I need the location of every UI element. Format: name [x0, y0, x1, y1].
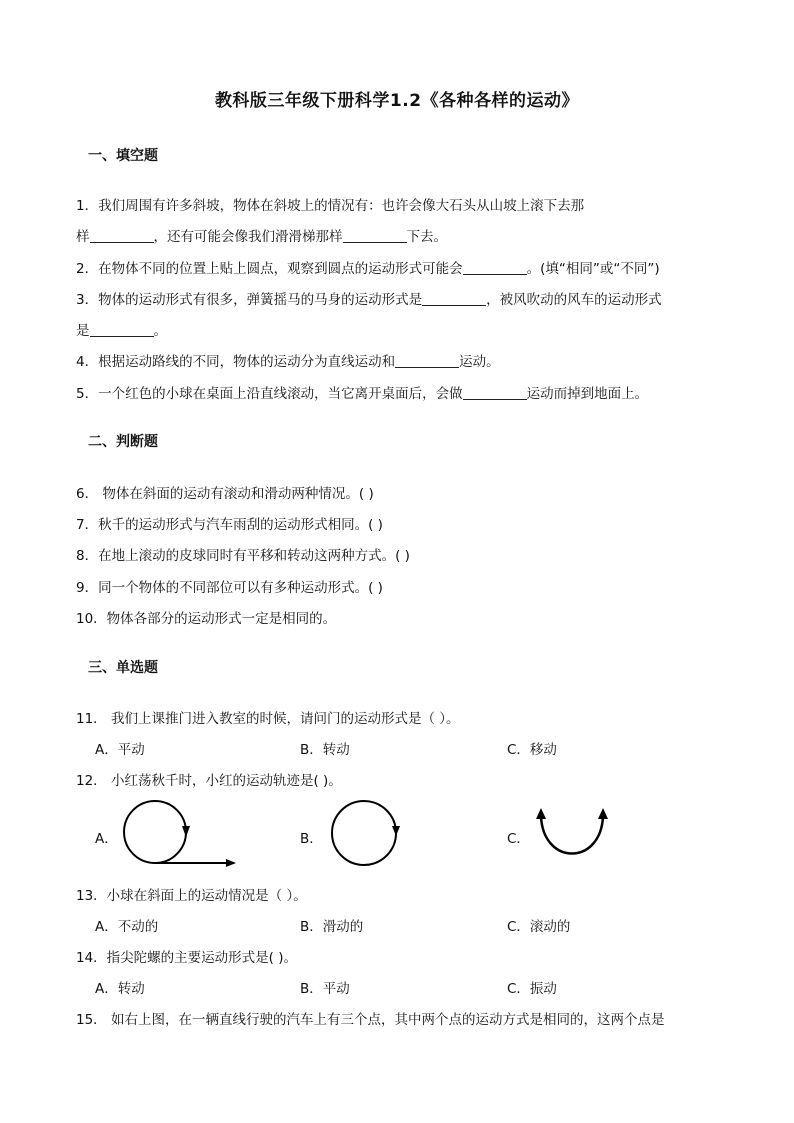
question-1-text-a: 样 — [76, 229, 90, 245]
question-4-text-a: 4．根据运动路线的不同，物体的运动分为直线运动和 — [76, 354, 396, 370]
question-6: 6． 物体在斜面的运动有滚动和滑动两种情况。( ) — [76, 486, 374, 502]
question-3-text-d: 。 — [153, 323, 167, 339]
question-14: 14．指尖陀螺的主要运动形式是( )。 — [76, 950, 298, 966]
question-15: 15． 如右上图，在一辆直线行驶的汽车上有三个点，其中两个点的运动方式是相同的，这两个点是 — [76, 1012, 665, 1028]
question-1-text-c: 下去。 — [406, 229, 447, 245]
question-4-text-b: 运动。 — [459, 354, 500, 370]
question-11-option-b[interactable]: B．转动 — [300, 742, 350, 758]
question-13-option-c[interactable]: C．滚动的 — [507, 919, 571, 935]
answer-blank[interactable] — [463, 273, 527, 275]
question-10: 10．物体各部分的运动形式一定是相同的。 — [76, 611, 337, 627]
question-2-text-b: 。(填“相同”或“不同”) — [526, 261, 660, 277]
question-8: 8．在地上滚动的皮球同时有平移和转动这两种方式。( ) — [76, 548, 410, 564]
page-title: 教科版三年级下册科学1.2《各种各样的运动》 — [214, 91, 580, 111]
question-1-text-b: ，还有可能会像我们滑滑梯那样 — [153, 229, 343, 245]
question-4 — [76, 350, 500, 370]
question-11-option-a[interactable]: A．平动 — [95, 742, 145, 758]
question-12: 12． 小红荡秋千时，小红的运动轨迹是( )。 — [76, 773, 342, 789]
question-2-text-a: 2．在物体不同的位置上贴上圆点，观察到圆点的运动形式可能会 — [76, 261, 463, 277]
question-14-option-a[interactable]: A．转动 — [95, 981, 145, 997]
question-12-option-b[interactable]: B． — [300, 831, 323, 847]
answer-blank[interactable] — [422, 304, 486, 306]
question-13-option-b[interactable]: B．滑动的 — [300, 919, 364, 935]
section-single-choice: 三、单选题 — [88, 660, 158, 676]
question-13: 13．小球在斜面上的运动情况是（ ）。 — [76, 888, 307, 904]
question-9: 9．同一个物体的不同部位可以有多种运动形式。( ) — [76, 580, 383, 596]
question-5-text-b: 运动而掉到地面上。 — [526, 386, 649, 402]
trajectory-arc-icon — [533, 806, 613, 862]
question-1-line-1: 1．我们周围有许多斜坡，物体在斜坡上的情况有：也许会像大石头从山坡上滚下去那 — [76, 198, 585, 214]
answer-blank[interactable] — [343, 241, 407, 243]
question-5 — [76, 382, 648, 402]
question-3-text-c: 是 — [76, 323, 90, 339]
question-3-text-b: ，被风吹动的风车的运动形式 — [486, 292, 662, 308]
question-2 — [76, 257, 660, 277]
section-fill-in: 一、填空题 — [88, 148, 158, 164]
trajectory-circle-line-icon — [118, 798, 242, 874]
trajectory-circle-icon — [326, 798, 406, 870]
question-14-option-b[interactable]: B．平动 — [300, 981, 350, 997]
answer-blank[interactable] — [395, 366, 459, 368]
question-1-line-2 — [76, 225, 447, 245]
question-3-line-2 — [76, 319, 167, 339]
answer-blank[interactable] — [90, 335, 154, 337]
question-14-option-c[interactable]: C．振动 — [507, 981, 557, 997]
question-12-option-a[interactable]: A． — [95, 831, 118, 847]
question-7: 7．秋千的运动形式与汽车雨刮的运动形式相同。( ) — [76, 517, 383, 533]
question-11: 11． 我们上课推门进入教室的时候，请问门的运动形式是（ ）。 — [76, 711, 460, 727]
answer-blank[interactable] — [90, 241, 154, 243]
question-13-option-a[interactable]: A．不动的 — [95, 919, 159, 935]
question-3-line-1 — [76, 288, 662, 308]
section-true-false: 二、判断题 — [88, 434, 158, 450]
answer-blank[interactable] — [463, 398, 527, 400]
question-3-text-a: 3．物体的运动形式有很多，弹簧摇马的马身的运动形式是 — [76, 292, 423, 308]
question-11-option-c[interactable]: C．移动 — [507, 742, 557, 758]
question-12-option-c[interactable]: C． — [507, 831, 530, 847]
question-5-text-a: 5．一个红色的小球在桌面上沿直线滚动，当它离开桌面后，会做 — [76, 386, 463, 402]
